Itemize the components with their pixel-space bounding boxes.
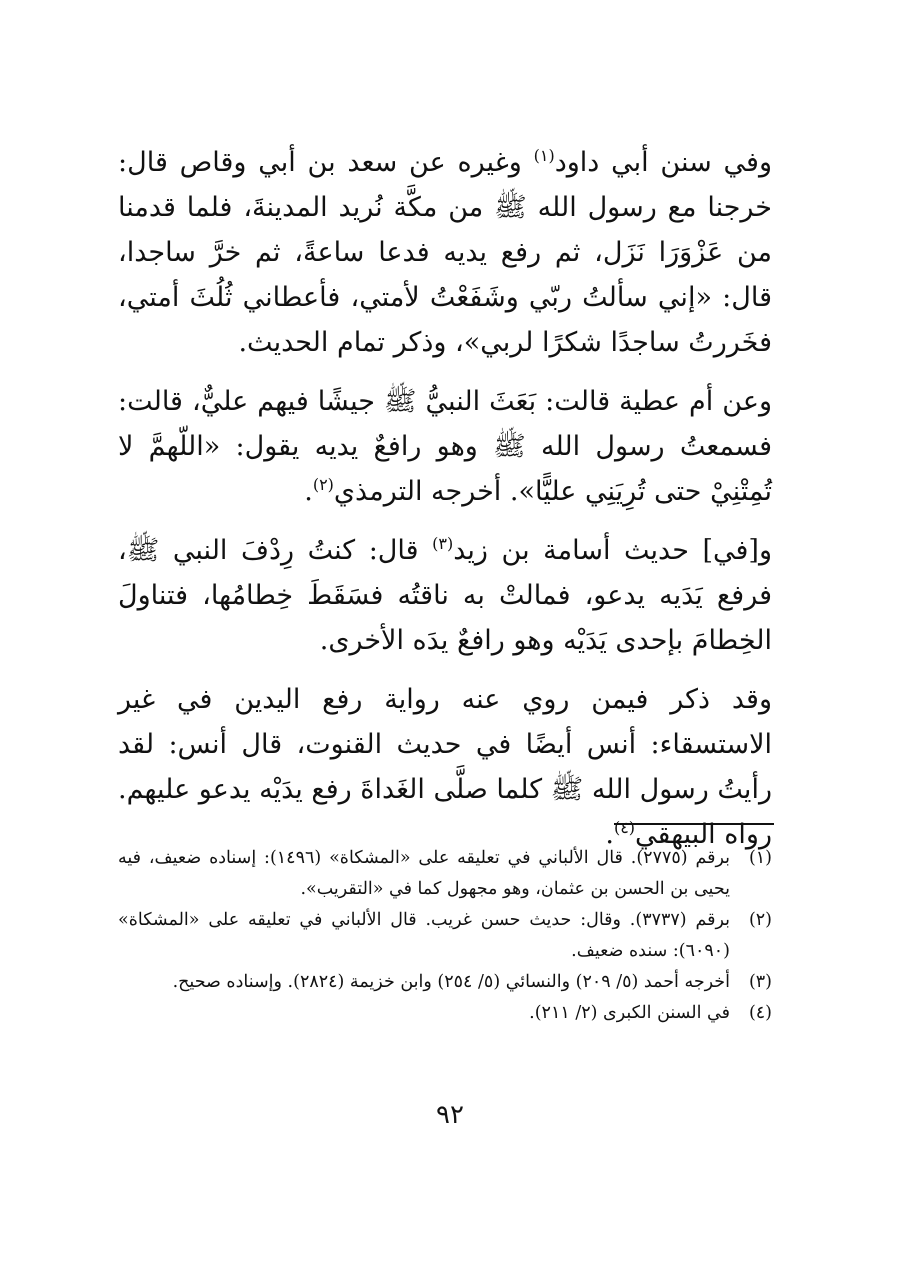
footnotes (118, 843, 772, 1029)
footnote-number: (٢) (748, 910, 772, 930)
footnote-ref-2: (٢) (312, 475, 334, 494)
paragraph-text: . (605, 819, 614, 850)
footnote-ref-3: (٣) (432, 534, 454, 553)
footnote-number: (٣) (748, 972, 772, 992)
paragraph-2 (118, 379, 772, 514)
footnote-text: أخرجه أحمد (٥/ ٢٠٩) والنسائي (٥/ ٢٥٤) وابن خزيمة (٢٨٢٤). وإسناده صحيح. (172, 972, 730, 992)
footnote-number: (٤) (748, 1003, 772, 1023)
paragraph-text: و[في] حديث أسامة بن زيد (453, 535, 772, 566)
paragraph-1 (118, 140, 772, 365)
paragraph-3 (118, 528, 772, 663)
footnote-ref-1: (١) (533, 146, 555, 165)
footnote-4 (118, 998, 772, 1029)
footnote-text: برقم (٢٧٧٥). قال الألباني في تعليقه على «المشكاة» (١٤٩٦): إسناده ضعيف، فيه يحيى بن الحسن بن عثمان، وهو مجهول كما في «التقريب». (118, 848, 731, 899)
footnote-number: (١) (748, 848, 772, 868)
main-text (118, 140, 772, 869)
paragraph-text: وعن أم عطية قالت: بَعَثَ النبيُّ ﷺ جيشًا فيهم عليٌّ، قالت: فسمعتُ رسول الله ﷺ وهو رافعٌ يديه يقول: «اللّهمَّ لا تُمِتْنِيْ حتى تُرِيَنِي عليًّا». أخرجه الترمذي (118, 386, 772, 507)
footnote-separator (614, 823, 774, 825)
page-number: ٩٢ (436, 1100, 464, 1130)
footnote-text: برقم (٣٧٣٧). وقال: حديث حسن غريب. قال الألباني في تعليقه على «المشكاة» (٦٠٩٠): سنده ضعيف. (118, 910, 730, 961)
footnote-2 (118, 905, 772, 967)
footnote-3 (118, 967, 772, 998)
footnote-text: في السنن الكبرى (٢/ ٢١١). (529, 1003, 730, 1023)
footnote-1 (118, 843, 772, 905)
paragraph-text: وفي سنن أبي داود (554, 147, 772, 178)
paragraph-text: وغيره عن سعد بن أبي وقاص قال: خرجنا مع رسول الله ﷺ من مكَّة نُريد المدينةَ، فلما قدمنا من عَزْوَرَا نَزَل، ثم رفع يديه فدعا ساعةً، ثم خرَّ ساجدا، قال: «إني سألتُ ربّي وشَفَعْتُ لأمتي، فأعطاني ثُلُثَ أمتي، فخَررتُ ساجدًا شكرًا لربي»، وذكر تمام الحديث. (118, 147, 772, 358)
paragraph-4 (118, 677, 772, 857)
paragraph-text: قال: كنتُ رِدْفَ النبي ﷺ، فرفع يَدَيه يدعو، فمالتْ به ناقتُه فسَقَطَ خِطامُها، فتناولَ الخِطامَ بإحدى يَدَيْه وهو رافعٌ يدَه الأخرى. (118, 535, 772, 656)
paragraph-text: . (304, 476, 313, 507)
footnote-ref-4: (٤) (613, 818, 636, 837)
paragraph-text: وقد ذكر فيمن روي عنه رواية رفع اليدين في غير الاستسقاء: أنس أيضًا في حديث القنوت، قال أنس: لقد رأيتُ رسول الله ﷺ كلما صلَّى الغَداةَ رفع يدَيْه يدعو عليهم. رواه البيهقي (118, 684, 772, 850)
